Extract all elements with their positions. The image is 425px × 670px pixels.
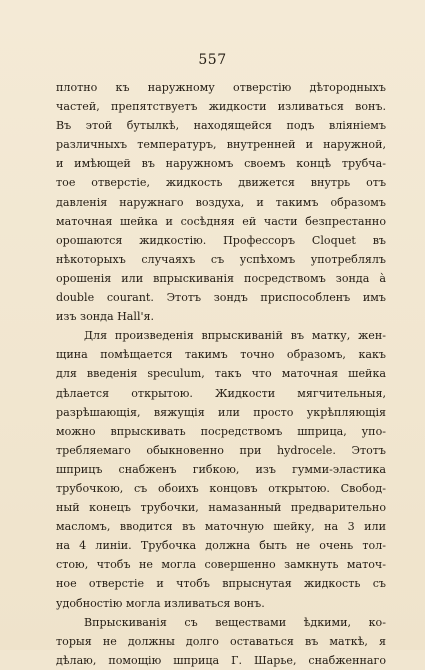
text-line: Въ этой бутылкѣ, находящейся подъ вліяніемъ bbox=[56, 119, 386, 133]
text-line: различныхъ температуръ, внутренней и наружной, bbox=[56, 138, 386, 152]
text-line: тое отверстіе, жидкость движется внутрь отъ bbox=[56, 176, 386, 190]
text-line: нѣкоторыхъ случаяхъ съ успѣхомъ употреблялъ bbox=[56, 252, 386, 266]
text-line: double courant. Этотъ зондъ приспособленъ имъ bbox=[56, 291, 386, 305]
text-line: и имѣющей въ наружномъ своемъ концѣ трубча- bbox=[56, 157, 386, 171]
text-line: ное отверстіе и чтобъ впрыснутая жидкость съ bbox=[56, 577, 386, 591]
text-line: шприцъ снабженъ гибкою, изъ гумми-эластика bbox=[56, 462, 386, 476]
text-line: маточная шейка и сосѣдняя ей части безпрестанно bbox=[56, 214, 386, 228]
text-line: масломъ, вводится въ маточную шейку, на 3 или bbox=[56, 520, 386, 534]
paragraph bbox=[56, 326, 386, 612]
text-line: орошаются жидкостію. Профессоръ Cloquet въ bbox=[56, 233, 386, 247]
text-line: изъ зонда Hall'я. bbox=[56, 310, 155, 324]
text-line: ный конецъ трубочки, намазанный предварительно bbox=[56, 501, 386, 515]
text-line: давленія наружнаго воздуха, и такимъ образомъ bbox=[56, 195, 386, 209]
page-number: 557 bbox=[198, 52, 227, 68]
text-line: можно впрыскивать посредствомъ шприца, упо- bbox=[56, 424, 386, 438]
text-line: разрѣшающія, вяжущія или просто укрѣпляющія bbox=[56, 405, 386, 419]
text-line: удобностію могла изливаться вонъ. bbox=[56, 596, 265, 610]
text-line: дѣлается открытою. Жидкости мягчительныя, bbox=[56, 386, 386, 400]
text-line: щина помѣщается такимъ точно образомъ, какъ bbox=[56, 348, 386, 362]
paragraph bbox=[56, 78, 386, 326]
paragraph bbox=[56, 613, 386, 670]
text-line: для введенія speculum, такъ что маточная шейка bbox=[56, 367, 386, 381]
text-line: частей, препятствуетъ жидкости изливаться вонъ. bbox=[56, 100, 386, 114]
text-line: плотно къ наружному отверстію дѣтородныхъ bbox=[56, 81, 386, 94]
text-line: орошенія или впрыскиванія посредствомъ зонда à bbox=[56, 271, 386, 285]
text-line: Впрыскиванія съ веществами ѣдкими, ко- bbox=[84, 615, 386, 629]
text-line: на 4 линіи. Трубочка должна быть не очень тол- bbox=[56, 539, 386, 553]
text-line: торыя не должны долго оставаться въ маткѣ, я bbox=[56, 634, 386, 648]
text-line: дѣлаю, помощію шприца Г. Шарье, снабженнаго bbox=[56, 653, 386, 667]
text-line: требляемаго обыкновенно при hydrocele. Этотъ bbox=[56, 443, 386, 457]
body-text bbox=[56, 78, 386, 670]
text-line: трубочкою, съ обоихъ концовъ открытою. Свобод- bbox=[56, 481, 386, 495]
text-line: Для произведенія впрыскиваній въ матку, жен- bbox=[84, 329, 386, 343]
text-line: стою, чтобъ не могла совершенно замкнуть маточ- bbox=[56, 558, 386, 572]
